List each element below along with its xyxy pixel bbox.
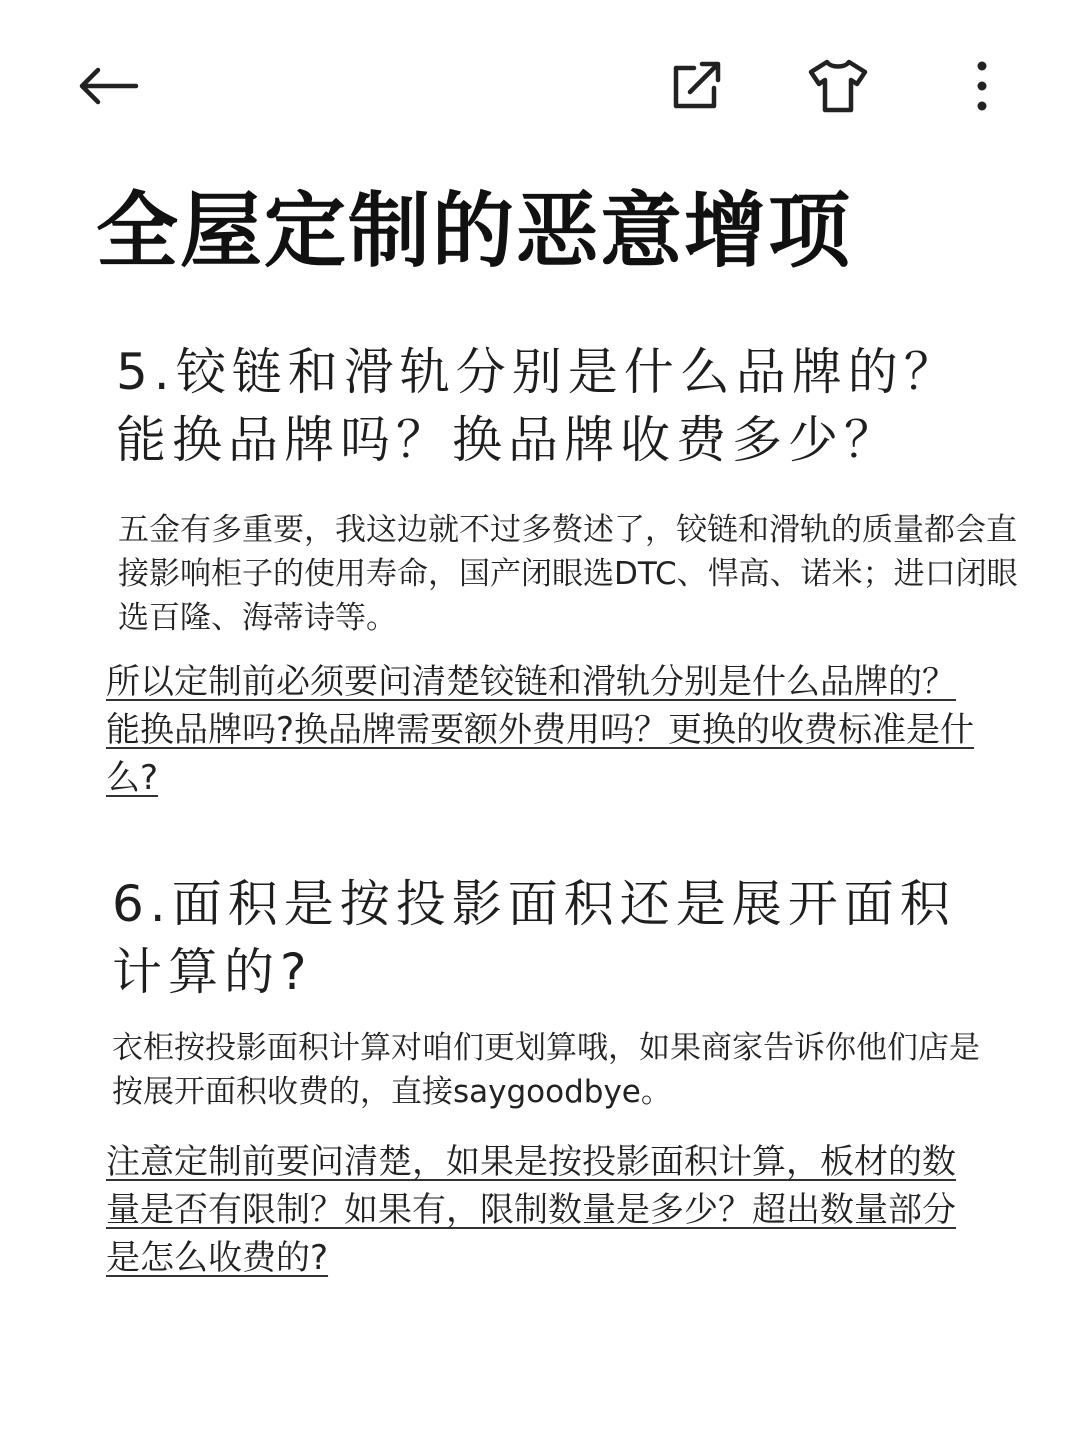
section-5-heading-line1: 5.铰链和滑轨分别是什么品牌的？ — [116, 343, 960, 401]
share-button[interactable] — [660, 50, 732, 122]
section-5-note-text: 所以定制前必须要问清楚铰链和滑轨分别是什么品牌的？能换品牌吗?换品牌需要额外费用吗？更换的收费标准是什么? — [106, 662, 975, 798]
share-external-icon — [668, 58, 724, 114]
section-6-heading — [112, 870, 1012, 1006]
section-6-body: 衣柜按投影面积计算对咱们更划算哦，如果商家告诉你他们店是按展开面积收费的，直接saygoodbye。 — [112, 1030, 980, 1110]
section-5-heading-line2: 能换品牌吗？换品牌收费多少？ — [116, 411, 900, 469]
more-options-button[interactable] — [960, 50, 1004, 122]
section-5-body: 五金有多重要，我这边就不过多赘述了，铰链和滑轨的质量都会直接影响柜子的使用寿命，国产闭眼选DTC、悍高、诺米；进口闭眼选百隆、海蒂诗等。 — [118, 512, 1018, 636]
section-5-heading — [116, 338, 1016, 474]
more-vertical-icon — [975, 58, 989, 114]
section-6-heading-line2: 计算的? — [112, 943, 313, 1001]
back-button[interactable] — [72, 56, 144, 116]
section-6-heading-line1: 6.面积是按投影面积还是展开面积 — [112, 875, 956, 933]
section-6-note-text: 注意定制前要问清楚，如果是按投影面积计算，板材的数量是否有限制？如果有，限制数量是多少？超出数量部分是怎么收费的? — [106, 1142, 956, 1278]
section-5-note — [106, 658, 986, 802]
outfit-button[interactable] — [800, 50, 876, 122]
tshirt-icon — [807, 58, 869, 114]
back-arrow-icon — [76, 66, 140, 106]
page-title: 全屋定制的恶意增项 — [96, 184, 853, 279]
section-6-note — [106, 1138, 986, 1282]
top-bar — [0, 0, 1080, 170]
